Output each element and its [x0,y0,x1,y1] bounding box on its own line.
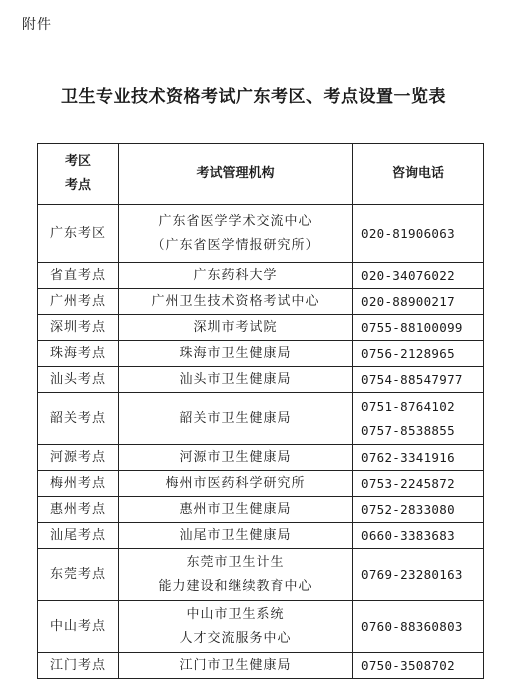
cell-org [119,341,353,367]
cell-org-line: 惠州市卫生健康局 [179,501,292,517]
table-row [38,471,484,497]
table-row [38,315,484,341]
cell-org-line: 河源市卫生健康局 [179,449,292,465]
cell-phone [353,445,484,471]
cell-phone-line: 0753-2245872 [361,475,455,491]
cell-phone-line: 020-81906063 [361,225,455,241]
cell-phone-line: 020-88900217 [361,293,455,309]
cell-org [119,601,353,653]
cell-area: 珠海考点 [38,341,119,367]
cell-org-line: 广州卫生技术资格考试中心 [151,293,320,309]
cell-org-line: 汕头市卫生健康局 [179,371,292,387]
cell-org [119,263,353,289]
cell-area: 深圳考点 [38,315,119,341]
cell-org [119,653,353,679]
cell-org-line: 能力建设和继续教育中心 [158,578,313,594]
table-row [38,289,484,315]
cell-phone [353,367,484,393]
table-row [38,549,484,601]
cell-phone [353,315,484,341]
cell-area: 梅州考点 [38,471,119,497]
cell-phone-line: 0660-3383683 [361,527,455,543]
cell-org [119,445,353,471]
table-row [38,367,484,393]
cell-phone [353,523,484,549]
cell-org-line: 深圳市考试院 [193,319,278,335]
cell-phone-line: 0754-88547977 [361,371,463,387]
cell-area: 省直考点 [38,263,119,289]
cell-phone [353,497,484,523]
cell-area: 江门考点 [38,653,119,679]
cell-phone [353,601,484,653]
cell-phone-line: 0750-3508702 [361,657,455,673]
cell-phone [353,471,484,497]
cell-phone [353,289,484,315]
header-org: 考试管理机构 [119,144,353,205]
exam-site-table [37,143,484,679]
page-title: 卫生专业技术资格考试广东考区、考点设置一览表 [61,87,446,107]
cell-org [119,289,353,315]
cell-org [119,393,353,445]
cell-phone-line: 0752-2833080 [361,501,455,517]
cell-phone-line: 0751-8764102 [361,398,455,414]
cell-phone-line: 0760-88360803 [361,618,463,634]
table-header-row [38,144,484,205]
table-row [38,523,484,549]
cell-org-line: 广东药科大学 [193,267,278,283]
table-body [38,205,484,679]
cell-phone [353,205,484,263]
cell-area: 中山考点 [38,601,119,653]
cell-org [119,523,353,549]
table-row [38,341,484,367]
cell-org [119,315,353,341]
cell-org-line: 江门市卫生健康局 [179,657,292,673]
cell-area: 汕头考点 [38,367,119,393]
header-area-line2: 考点 [64,178,91,193]
cell-org-line: 梅州市医药科学研究所 [165,475,306,491]
table-row [38,263,484,289]
cell-phone-line: 020-34076022 [361,267,455,283]
header-phone: 咨询电话 [353,144,484,205]
cell-area: 汕尾考点 [38,523,119,549]
cell-org [119,497,353,523]
cell-org [119,471,353,497]
table-row [38,393,484,445]
cell-phone [353,393,484,445]
cell-phone-line: 0762-3341916 [361,449,455,465]
table-row [38,497,484,523]
cell-phone [353,263,484,289]
header-area-line1: 考区 [64,154,91,169]
cell-area: 广州考点 [38,289,119,315]
cell-area: 韶关考点 [38,393,119,445]
cell-phone [353,341,484,367]
cell-org-line: （广东省医学情报研究所） [151,237,320,253]
table-row [38,205,484,263]
cell-org-line: 广东省医学学术交流中心 [158,213,313,229]
cell-org-line: 韶关市卫生健康局 [179,410,292,426]
cell-phone-line: 0769-23280163 [361,566,463,582]
table-row [38,445,484,471]
cell-phone [353,549,484,601]
attachment-label: 附件 [22,17,52,33]
cell-area: 广东考区 [38,205,119,263]
cell-area: 河源考点 [38,445,119,471]
cell-area: 惠州考点 [38,497,119,523]
cell-phone [353,653,484,679]
cell-area: 东莞考点 [38,549,119,601]
cell-org-line: 人才交流服务中心 [179,630,292,646]
cell-phone-line: 0757-8538855 [361,422,455,438]
cell-org-line: 汕尾市卫生健康局 [179,527,292,543]
cell-org [119,205,353,263]
cell-phone-line: 0755-88100099 [361,319,463,335]
cell-org-line: 珠海市卫生健康局 [179,345,292,361]
cell-phone-line: 0756-2128965 [361,345,455,361]
table-row [38,653,484,679]
table-row [38,601,484,653]
cell-org-line: 东莞市卫生计生 [186,554,285,570]
cell-org [119,549,353,601]
cell-org [119,367,353,393]
cell-org-line: 中山市卫生系统 [186,606,285,622]
header-area [38,144,119,205]
